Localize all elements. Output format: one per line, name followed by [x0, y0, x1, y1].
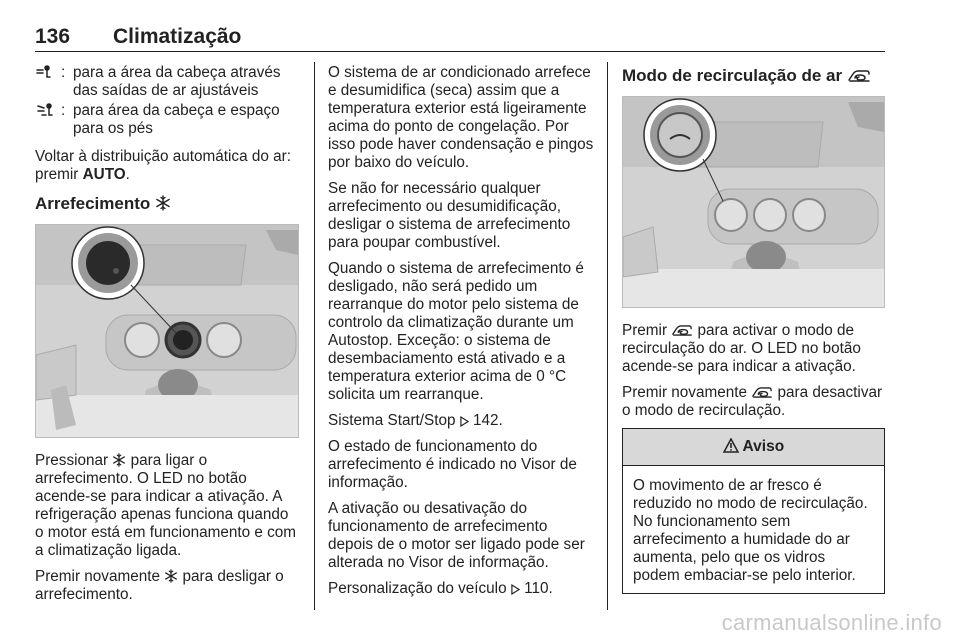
cooling-button-photo — [35, 224, 299, 438]
legend-text-head: para a área da cabeça através das saídas de ar ajustáveis — [73, 64, 281, 99]
paragraph: A ativação ou desativação do funcionamento de arrefecimento depois de o motor ser ligado pode ser alterada no Visor de informação. — [328, 500, 585, 571]
paragraph: O sistema de ar condicionado arrefece e desumidifica (seca) assim que a temperatura exterior está ligeiramente acima do ponto de congelação. Por isso pode haver condensação e pingos por baixo do veículo. — [328, 64, 594, 171]
warning-triangle-icon — [723, 438, 739, 453]
section-recirculation-title: Modo de recirculação de ar — [622, 66, 885, 86]
vehicle-personalization-reference: Personalização do veículo 110. — [328, 580, 553, 597]
legend-row-head-foot: : para área da cabeça e espaço para os pés — [35, 102, 299, 138]
paragraph: Quando o sistema de arrefecimento é desligado, não será pedido um rearranque do motor pelo sistema de controlo da climatização durante um Autostop. Exceção: o sistema de desembaciamento está ativado e a temperatura exterior acima de 0 °C solicita um rearranque. — [328, 260, 584, 403]
head-vent-icon — [35, 64, 61, 100]
head-foot-vent-icon — [35, 102, 61, 138]
recirc-on-paragraph: Premir para activar o modo de recirculação do ar. O LED no botão acende-se para indicar a ativação. — [622, 322, 861, 375]
recirculation-icon — [847, 69, 871, 83]
legend-row-head: : para a área da cabeça através das saídas de ar ajustáveis — [35, 64, 299, 100]
reference-arrow-icon — [511, 584, 520, 595]
snowflake-icon — [112, 453, 126, 467]
recirculation-icon — [671, 324, 693, 337]
recirculation-icon — [751, 386, 773, 399]
section-cooling-title: Arrefecimento — [35, 194, 299, 214]
paragraph: Se não for necessário qualquer arrefecimento ou desumidificação, desligar o sistema de arrefecimento para poupar combustível. — [328, 180, 571, 251]
watermark: carmanualsonline.info — [721, 610, 942, 635]
reference-arrow-icon — [460, 416, 469, 427]
start-stop-reference: Sistema Start/Stop 142. — [328, 412, 503, 429]
snowflake-icon — [164, 569, 178, 583]
page-header — [35, 17, 885, 52]
column-divider — [607, 62, 608, 610]
cooling-off-paragraph: Premir novamente para desligar o arrefecimento. — [35, 568, 284, 603]
warning-header — [623, 429, 884, 466]
column-divider — [314, 62, 315, 610]
warning-title: Aviso — [742, 438, 785, 455]
cooling-on-paragraph: Pressionar para ligar o arrefecimento. O LED no botão acende-se para indicar a ativação. A refrigeração apenas funciona quando o motor está em funcionamento e com a climatização ligada. — [35, 452, 297, 559]
warning-text: O movimento de ar fresco é reduzido no modo de recirculação. No funcionamento sem arrefecimento a humidade do ar aumenta, pelo que os vidros podem embaciar-se pelo interior. — [633, 477, 868, 584]
recirc-off-paragraph: Premir novamente para desactivar o modo de recirculação. — [622, 384, 883, 419]
snowflake-icon — [155, 195, 171, 211]
column-2 — [328, 64, 594, 606]
page-number: 136 — [35, 25, 71, 48]
legend-text-head-foot: para área da cabeça e espaço para os pés — [73, 102, 280, 137]
page-title: Climatização — [113, 25, 242, 48]
auto-key: AUTO — [82, 166, 126, 183]
paragraph: O estado de funcionamento do arrefecimento é indicado no Visor de informação. — [328, 438, 577, 491]
warning-box — [622, 428, 885, 594]
recirculation-button-photo — [622, 96, 885, 308]
auto-paragraph: Voltar à distribuição automática do ar: premir AUTO. — [35, 148, 291, 183]
column-1 — [35, 64, 299, 612]
column-3 — [622, 64, 885, 594]
